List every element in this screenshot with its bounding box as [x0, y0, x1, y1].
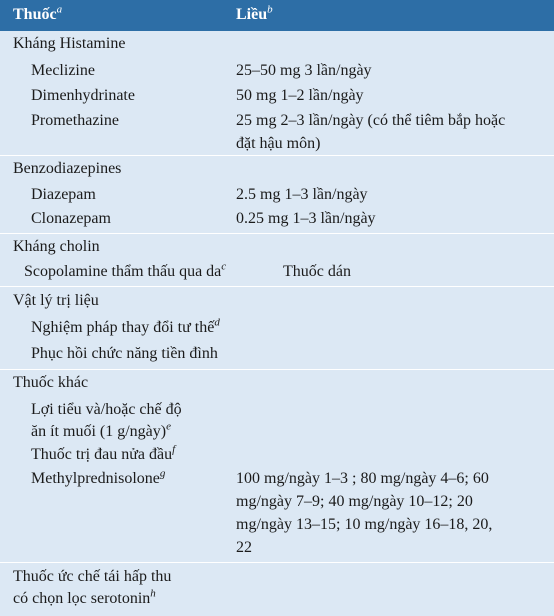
drug-dose: 50 mg 1–2 lần/ngày [236, 87, 364, 104]
drug-name: Promethazine [31, 112, 119, 129]
section-physiotherapy [0, 287, 554, 369]
drug-dose: đặt hậu môn) [236, 135, 321, 152]
table-header [0, 0, 554, 31]
section-benzodiazepines [0, 156, 554, 233]
drug-name: Meclizine [31, 62, 95, 79]
drug-name: Nghiệm pháp thay đổi tư thế$^d$ [31, 316, 220, 336]
drug-dose: mg/ngày 13–15; 10 mg/ngày 16–18, 20, [236, 516, 493, 533]
drug-name: ăn ít muối (1 g/ngày)$^e$ [31, 420, 171, 440]
drug-name: Scopolamine thẩm thấu qua $da^c$ [24, 260, 227, 280]
drug-name: Clonazepam [31, 210, 111, 227]
drug-name: Diazepam [31, 186, 96, 203]
drug-dose: 22 [236, 539, 252, 556]
section-title: Thuốc khác [13, 374, 89, 391]
drug-dose: 25–50 mg 3 lần/ngày [236, 62, 372, 79]
section-title: Kháng cholin [13, 238, 100, 255]
drug-dose: 0.25 mg 1–3 lần/ngày [236, 210, 376, 227]
section-ssri [0, 563, 554, 616]
header-dose: Liều$^b$ [236, 3, 273, 23]
drug-name: Thuốc trị đau nửa đầu$^f$ [31, 443, 176, 463]
drug-name: Methylprednisolone$^g$ [31, 467, 166, 487]
drug-dose: mg/ngày 7–9; 40 mg/ngày 10–12; 20 [236, 493, 473, 510]
section-other-drugs [0, 370, 554, 562]
section-title: có chọn lọc serotonin$^h$ [13, 587, 156, 607]
drug-dose: 100 mg/ngày 1–3 ; 80 mg/ngày 4–6; 60 [236, 470, 489, 487]
header-drug: Thuốc$^a$ [13, 3, 63, 23]
section-anticholinergic [0, 234, 554, 286]
drug-name: Lợi tiểu và/hoặc chế độ [31, 401, 182, 418]
section-title: Kháng Histamine [13, 35, 126, 52]
drug-dose: 25 mg 2–3 lần/ngày (có thể tiêm bắp hoặc [236, 112, 506, 129]
section-antihistamine [0, 31, 554, 156]
drug-name: Phục hồi chức năng tiền đình [31, 345, 218, 362]
drug-name: Dimenhydrinate [31, 87, 135, 104]
section-title: Benzodiazepines [13, 160, 122, 177]
drug-dose: 2.5 mg 1–3 lần/ngày [236, 186, 368, 203]
drug-dose: Thuốc dán [283, 263, 351, 280]
section-title: Thuốc ức chế tái hấp thu [13, 568, 172, 585]
section-title: Vật lý trị liệu [13, 292, 99, 309]
